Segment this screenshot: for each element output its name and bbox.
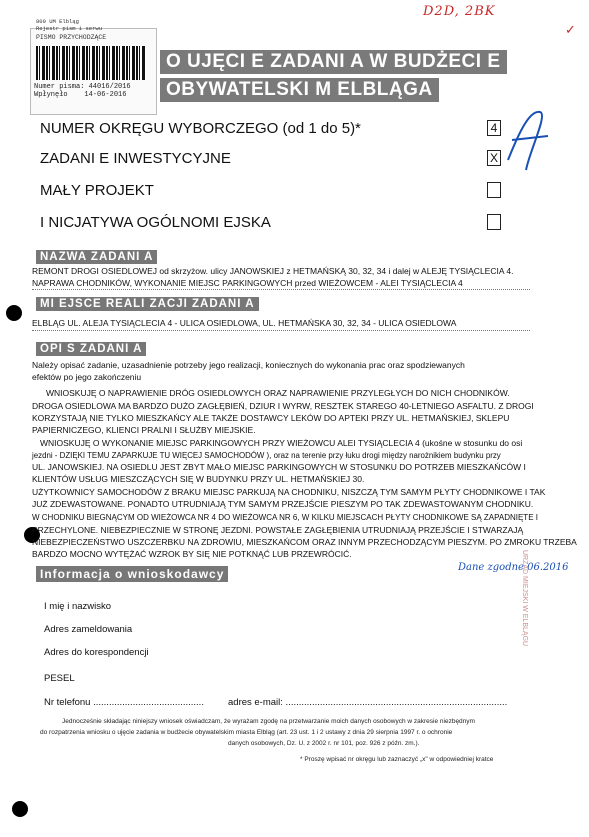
task-name-line: REMONT DROGI OSIEDLOWEJ od skrzyżow. ulicy JANOWSKIEJ z HETMAŃSKĄ 30, 32, 34 i dalej w ALEJĘ TYSIĄCLECIA 4. bbox=[32, 266, 514, 276]
consent-line: Jednocześnie składając niniejszy wniosek oświadczam, że wyrażam zgodę na przetwarzanie moich danych osobowych w zakresie niezbędnym bbox=[62, 718, 475, 725]
location-line: ELBLĄG UL. ALEJA TYSIĄCLECIA 4 - ULICA OSIEDLOWA, UL. HETMAŃSKA 30, 32, 34 - ULICA OSIEDLOWA bbox=[32, 318, 457, 328]
consent-line: do rozpatrzenia wniosku o ujęcie zadania w budżecie obywatelskim miasta Elbląg (art. 23 ust. 1 i 2 ustawy z dnia 29 sierpnia 1997 r. o ochronie bbox=[40, 729, 453, 736]
description-line: jezdni - DZIĘKI TEMU ZAPARKUJE TU WIĘCEJ SAMOCHODÓW ), oraz na terenie przy łuku drogi między narożnikiem budynku przy bbox=[32, 451, 501, 460]
checkbox-investment[interactable]: X bbox=[487, 150, 501, 166]
label-correspondence: Adres do korespondencji bbox=[44, 647, 149, 658]
description-instruction: Należy opisać zadanie, uzasadnienie potrzeby jego realizacji, koniecznych do wykonania prac oraz spodziewanych bbox=[32, 360, 465, 370]
label-email[interactable]: adres e-mail: .................................................................................... bbox=[228, 697, 508, 708]
stamp-label: PISMO PRZYCHODZĄCE bbox=[36, 34, 107, 41]
option-investment: ZADANI E INWESTYCYJNE bbox=[40, 150, 231, 167]
option-district: NUMER OKRĘGU WYBORCZEGO (od 1 do 5)* bbox=[40, 120, 361, 137]
handwritten-note-top: D2D, 2BK bbox=[423, 4, 496, 19]
stamp-office-line: 800 UM Elbląg bbox=[36, 18, 79, 25]
description-line: BARDZO MOCNO WYTĘŻAĆ WZROK BY SIĘ NIE POTKNĄĆ LUB PRZEWRÓCIĆ. bbox=[32, 549, 352, 559]
description-line: WNIOSKUJĘ O WYKONANIE MIEJSC PARKINGOWYCH PRZY WIEŻOWCU ALEI TYSIĄCLECIA 4 (ukośne w stosunku do osi bbox=[40, 438, 523, 448]
stamp-office bbox=[36, 18, 106, 41]
label-phone[interactable]: Nr telefonu .......................................... bbox=[44, 697, 204, 708]
stamp-meta: Numer pisma: 44016/2016 Wpłynęło 14-06-2016 bbox=[34, 83, 131, 99]
stamp-office-line: Rejestr pism i serwu bbox=[36, 25, 103, 32]
label-name: I mię i nazwisko bbox=[44, 601, 112, 612]
description-line: DROGA OSIEDLOWA MA BARDZO DUŻO ZAGŁĘBIEŃ, DZIUR I WYRW, RESZTEK STAREGO 40-LETNIEGO ASFALTU. Z DROGI bbox=[32, 401, 534, 411]
description-line: KLIENTÓW USŁUG MIESZCZĄCYCH SIĘ W BUDYNKU PRZY UL. HETMAŃSKIEJ 30. bbox=[32, 474, 365, 484]
task-name-line: NAPRAWA CHODNIKÓW, WYKONANIE MIEJSC PARKINGOWYCH przed WIEŻOWCEM - ALEI TYSIĄCLECIA 4 bbox=[32, 278, 463, 288]
red-stamp: URZĄD MIEJSKI W ELBLĄGU bbox=[521, 550, 528, 647]
description-line: JUŻ ZDEWASTOWANE. PONADTO UTRUDNIAJĄ TYM SAMYM PRZEJŚCIE PIESZYM PO TAK ZDEWASTOWANYM CHODNIKU. bbox=[32, 499, 534, 509]
footnote: * Proszę wpisać nr okręgu lub zaznaczyć „x" w odpowiedniej kratce bbox=[300, 756, 494, 763]
consent-line: danych osobowych, Dz. U. z 2002 r. nr 101, poz. 926 z późn. zm.). bbox=[228, 740, 420, 747]
description-instruction: efektów po jego zakończeniu bbox=[32, 372, 142, 382]
dotted-rule bbox=[32, 330, 530, 331]
label-pesel: PESEL bbox=[44, 673, 75, 684]
punch-hole bbox=[12, 801, 28, 817]
checkbox-citywide[interactable] bbox=[487, 214, 501, 230]
section-description: OPI S ZADANI A bbox=[36, 342, 146, 356]
description-line: UL. JANOWSKIEJ. NA OSIEDLU JEST ZBYT MAŁO MIEJSC PARKINGOWYCH W STOSUNKU DO POTRZEB MIESZKAŃCÓW I bbox=[32, 462, 526, 472]
label-address: Adres zameldowania bbox=[44, 624, 133, 635]
option-citywide: I NICJATYWA OGÓLNOMI EJSKA bbox=[40, 214, 271, 231]
title-line-2: OBYWATELSKI M ELBLĄGA bbox=[160, 78, 439, 102]
dotted-rule bbox=[32, 289, 530, 290]
title-line-1: O UJĘCI E ZADANI A W BUDŻECI E bbox=[160, 50, 507, 74]
section-location: MI EJSCE REALI ZACJI ZADANI A bbox=[36, 297, 259, 311]
red-check-mark: ✓ bbox=[565, 22, 576, 37]
description-line: PAPIERNICZEGO, KLIENCI PRALNI I SŁUŻBY MIEJSKIE. bbox=[32, 425, 256, 435]
signature-initial bbox=[500, 100, 560, 180]
barcode bbox=[36, 46, 146, 80]
option-small-project: MAŁY PROJEKT bbox=[40, 182, 154, 199]
description-line: KORZYSTAJĄ NIE TYLKO MIESZKAŃCY ALE TAKŻE DOSTAWCY LEKÓW DO APTEKI PRZY UL. HETMAŃSKIEJ, SKLEPU bbox=[32, 413, 510, 423]
checkbox-district[interactable]: 4 bbox=[487, 120, 501, 136]
description-line: W CHODNIKU BIEGNĄCYM OD WIEŻOWCA NR 4 DO WIEŻOWCA NR 6, W KILKU MIEJSCACH PŁYTY CHODNIKOWE SĄ ZAPADNIĘTE I bbox=[32, 513, 538, 522]
section-applicant-info: Informacja o wnioskodawcy bbox=[36, 566, 228, 582]
section-task-name: NAZWA ZADANI A bbox=[36, 250, 157, 264]
description-line: WNIOSKUJĘ O NAPRAWIENIE DRÓG OSIEDLOWYCH ORAZ NAPRAWIENIE PRZYLEGŁYCH DO NICH CHODNIKÓW. bbox=[46, 388, 510, 398]
checkbox-small-project[interactable] bbox=[487, 182, 501, 198]
handwritten-note-side: Dane zgodne 06.2016 bbox=[458, 562, 569, 573]
description-line: UŻYTKOWNICY SAMOCHODÓW Z BRAKU MIEJSC PARKUJĄ NA CHODNIKU, NISZCZĄ TYM SAMYM PŁYTY CHODNIKOWE I TAK bbox=[32, 487, 546, 497]
description-line: NIEBEZPIECZEŃSTWO USZCZERBKU NA ZDROWIU, MIESZKAŃCOM ORAZ INNYM PRZECHODZĄCYM PIESZYM. PO ZMROKU TRZEBA bbox=[32, 537, 577, 547]
punch-hole bbox=[6, 305, 22, 321]
description-line: PRZECHYLONE. NIEBEZPIECZNIE W STRONĘ JEZDNI. POWSTAŁE ZAGŁĘBIENIA UTRUDNIAJĄ PRZEJŚCIE I STWARZAJĄ bbox=[32, 525, 524, 535]
